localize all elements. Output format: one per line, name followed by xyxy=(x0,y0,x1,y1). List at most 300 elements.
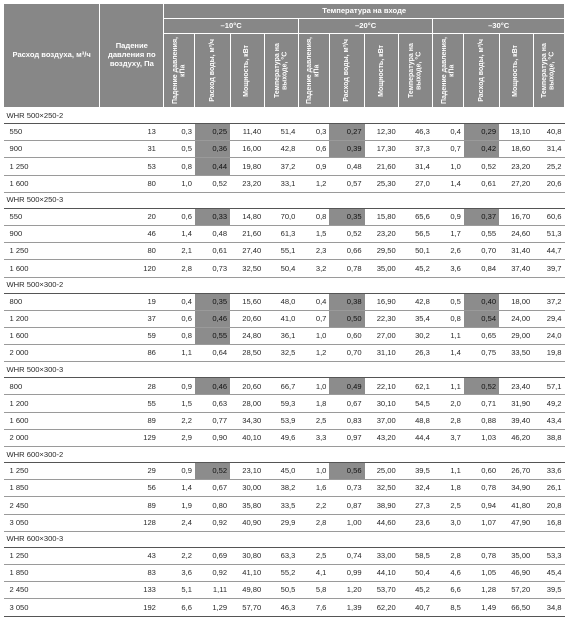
table-cell: 0,48 xyxy=(329,158,364,175)
table-cell: 36,1 xyxy=(264,327,298,344)
table-cell: 25,00 xyxy=(365,463,399,480)
table-cell: 39,7 xyxy=(533,260,564,277)
airflow-cell: 1 600 xyxy=(4,327,100,344)
column-header xyxy=(298,34,329,108)
table-cell: 59 xyxy=(100,327,164,344)
table-body xyxy=(4,108,565,617)
table-cell: 14,80 xyxy=(230,208,264,225)
table-cell: 1,8 xyxy=(298,395,329,412)
model-row xyxy=(4,447,565,463)
table-cell: 32,5 xyxy=(264,345,298,362)
table-cell: 1,20 xyxy=(329,582,364,599)
table-cell: 15,60 xyxy=(230,293,264,310)
table-cell: 0,78 xyxy=(464,480,499,497)
table-cell: 0,4 xyxy=(433,124,464,141)
table-cell: 2,5 xyxy=(298,547,329,564)
table-cell: 13,10 xyxy=(499,124,533,141)
table-cell: 0,9 xyxy=(298,158,329,175)
column-header xyxy=(195,34,230,108)
table-cell: 26,1 xyxy=(533,480,564,497)
table-cell: 45,4 xyxy=(533,564,564,581)
table-cell: 1,0 xyxy=(298,378,329,395)
table-cell: 2,8 xyxy=(298,514,329,531)
table-cell: 6,6 xyxy=(433,582,464,599)
table-cell: 28 xyxy=(100,378,164,395)
table-cell: 53,3 xyxy=(533,547,564,564)
table-cell: 23,20 xyxy=(499,158,533,175)
table-cell: 0,7 xyxy=(298,310,329,327)
table-cell: 0,56 xyxy=(329,463,364,480)
specs-table xyxy=(3,3,565,617)
table-cell: 0,84 xyxy=(464,260,499,277)
table-cell: 20,60 xyxy=(230,378,264,395)
table-row xyxy=(4,378,565,395)
table-cell: 30,2 xyxy=(399,327,433,344)
table-cell: 41,0 xyxy=(264,310,298,327)
table-cell: 89 xyxy=(100,412,164,429)
airflow-cell: 1 600 xyxy=(4,175,100,192)
table-cell: 0,40 xyxy=(464,293,499,310)
table-cell: 25,30 xyxy=(365,175,399,192)
table-cell: 3,6 xyxy=(164,564,195,581)
table-cell: 34,8 xyxy=(533,599,564,616)
table-cell: 3,0 xyxy=(433,514,464,531)
inlet-temperature-header: Температура на входе xyxy=(164,4,565,19)
table-cell: 38,2 xyxy=(264,480,298,497)
table-cell: 20,60 xyxy=(230,310,264,327)
table-cell: 0,35 xyxy=(329,208,364,225)
table-cell: 1,0 xyxy=(433,158,464,175)
table-row xyxy=(4,175,565,192)
table-cell: 1,1 xyxy=(164,345,195,362)
table-cell: 21,60 xyxy=(230,225,264,242)
table-cell: 50,5 xyxy=(264,582,298,599)
table-cell: 42,8 xyxy=(264,141,298,158)
table-cell: 16,90 xyxy=(365,293,399,310)
table-cell: 1,11 xyxy=(195,582,230,599)
table-cell: 56 xyxy=(100,480,164,497)
table-cell: 39,5 xyxy=(533,582,564,599)
model-name: WHR 500×300-3 xyxy=(4,362,565,378)
table-cell: 1,29 xyxy=(195,599,230,616)
table-cell: 2,1 xyxy=(164,243,195,260)
table-cell: 3,2 xyxy=(298,260,329,277)
column-header xyxy=(164,34,195,108)
table-cell: 27,3 xyxy=(399,497,433,514)
table-cell: 58,5 xyxy=(399,547,433,564)
table-cell: 31,4 xyxy=(533,141,564,158)
table-cell: 0,74 xyxy=(329,547,364,564)
table-cell: 1,0 xyxy=(298,463,329,480)
table-cell: 26,70 xyxy=(499,463,533,480)
table-cell: 11,40 xyxy=(230,124,264,141)
table-cell: 0,61 xyxy=(195,243,230,260)
table-row xyxy=(4,429,565,446)
table-cell: 0,87 xyxy=(329,497,364,514)
table-cell: 50,4 xyxy=(264,260,298,277)
table-cell: 0,46 xyxy=(195,310,230,327)
table-cell: 30,10 xyxy=(365,395,399,412)
table-cell: 29,50 xyxy=(365,243,399,260)
table-cell: 1,8 xyxy=(433,480,464,497)
table-cell: 40,10 xyxy=(230,429,264,446)
table-cell: 1,4 xyxy=(164,225,195,242)
column-header-label: Падение давления, кПа xyxy=(171,37,187,104)
table-cell: 0,83 xyxy=(329,412,364,429)
model-name: WHR 600×300-3 xyxy=(4,531,565,547)
table-cell: 0,66 xyxy=(329,243,364,260)
table-cell: 20,6 xyxy=(533,175,564,192)
table-cell: 33,6 xyxy=(533,463,564,480)
table-cell: 34,30 xyxy=(230,412,264,429)
table-cell: 0,3 xyxy=(164,124,195,141)
airflow-cell: 1 600 xyxy=(4,412,100,429)
table-cell: 55,1 xyxy=(264,243,298,260)
column-header-label: Расход воды, м³/ч xyxy=(477,39,485,102)
table-cell: 50,1 xyxy=(399,243,433,260)
table-cell: 57,20 xyxy=(499,582,533,599)
table-cell: 2,2 xyxy=(164,547,195,564)
table-cell: 2,5 xyxy=(298,412,329,429)
table-cell: 1,07 xyxy=(464,514,499,531)
table-row xyxy=(4,514,565,531)
table-cell: 1,1 xyxy=(433,327,464,344)
airflow-cell: 3 050 xyxy=(4,514,100,531)
table-cell: 50,4 xyxy=(399,564,433,581)
table-cell: 0,50 xyxy=(329,310,364,327)
table-cell: 39,40 xyxy=(499,412,533,429)
column-header xyxy=(399,34,433,108)
airflow-cell: 900 xyxy=(4,225,100,242)
table-cell: 48,0 xyxy=(264,293,298,310)
table-cell: 1,4 xyxy=(433,345,464,362)
table-cell: 16,00 xyxy=(230,141,264,158)
table-cell: 128 xyxy=(100,514,164,531)
table-cell: 55 xyxy=(100,395,164,412)
table-row xyxy=(4,480,565,497)
table-row xyxy=(4,293,565,310)
table-cell: 1,5 xyxy=(164,395,195,412)
table-cell: 0,35 xyxy=(195,293,230,310)
table-cell: 0,73 xyxy=(329,480,364,497)
table-cell: 53,9 xyxy=(264,412,298,429)
table-cell: 0,92 xyxy=(195,514,230,531)
table-row xyxy=(4,141,565,158)
model-row xyxy=(4,192,565,208)
table-cell: 26,3 xyxy=(399,345,433,362)
table-cell: 37,2 xyxy=(533,293,564,310)
table-cell: 0,36 xyxy=(195,141,230,158)
airflow-cell: 800 xyxy=(4,293,100,310)
table-cell: 0,38 xyxy=(329,293,364,310)
table-cell: 33,1 xyxy=(264,175,298,192)
column-header-label: Температура на выходе, °C xyxy=(408,43,423,98)
table-cell: 0,48 xyxy=(195,225,230,242)
table-cell: 0,63 xyxy=(195,395,230,412)
table-cell: 5,8 xyxy=(298,582,329,599)
table-cell: 23,40 xyxy=(499,378,533,395)
table-cell: 2,9 xyxy=(164,429,195,446)
table-cell: 40,90 xyxy=(230,514,264,531)
table-cell: 0,94 xyxy=(464,497,499,514)
model-row xyxy=(4,108,565,124)
table-cell: 0,80 xyxy=(195,497,230,514)
table-cell: 0,8 xyxy=(164,158,195,175)
table-cell: 0,60 xyxy=(329,327,364,344)
table-cell: 20 xyxy=(100,208,164,225)
table-row xyxy=(4,599,565,616)
pressure-drop-air-header: Падение давления по воздуху, Па xyxy=(100,4,164,108)
column-header xyxy=(499,34,533,108)
table-row xyxy=(4,395,565,412)
table-cell: 46,90 xyxy=(499,564,533,581)
table-cell: 7,6 xyxy=(298,599,329,616)
column-header xyxy=(464,34,499,108)
table-cell: 19,80 xyxy=(230,158,264,175)
table-cell: 0,5 xyxy=(433,293,464,310)
table-cell: 29,4 xyxy=(533,310,564,327)
table-cell: 33,00 xyxy=(365,547,399,564)
airflow-cell: 550 xyxy=(4,124,100,141)
table-cell: 0,67 xyxy=(195,480,230,497)
airflow-cell: 1 200 xyxy=(4,395,100,412)
table-cell: 29 xyxy=(100,463,164,480)
table-row xyxy=(4,497,565,514)
table-cell: 20,8 xyxy=(533,497,564,514)
table-cell: 5,1 xyxy=(164,582,195,599)
table-cell: 44,10 xyxy=(365,564,399,581)
airflow-header: Расход воздуха, м³/ч xyxy=(4,4,100,108)
table-cell: 31,40 xyxy=(499,243,533,260)
table-cell: 2,8 xyxy=(164,260,195,277)
table-row xyxy=(4,243,565,260)
airflow-cell: 1 850 xyxy=(4,564,100,581)
airflow-cell: 3 050 xyxy=(4,599,100,616)
table-cell: 24,00 xyxy=(499,310,533,327)
table-cell: 0,75 xyxy=(464,345,499,362)
table-cell: 129 xyxy=(100,429,164,446)
table-cell: 4,6 xyxy=(433,564,464,581)
table-row xyxy=(4,158,565,175)
table-row xyxy=(4,345,565,362)
model-row xyxy=(4,531,565,547)
table-cell: 46,3 xyxy=(399,124,433,141)
table-cell: 1,4 xyxy=(433,175,464,192)
table-cell: 0,55 xyxy=(195,327,230,344)
airflow-cell: 1 250 xyxy=(4,547,100,564)
table-cell: 48,8 xyxy=(399,412,433,429)
table-cell: 192 xyxy=(100,599,164,616)
table-cell: 40,7 xyxy=(399,599,433,616)
column-header xyxy=(433,34,464,108)
table-cell: 24,0 xyxy=(533,327,564,344)
table-cell: 120 xyxy=(100,260,164,277)
table-cell: 27,20 xyxy=(499,175,533,192)
airflow-cell: 2 450 xyxy=(4,582,100,599)
table-cell: 29,00 xyxy=(499,327,533,344)
table-cell: 89 xyxy=(100,497,164,514)
table-cell: 57,70 xyxy=(230,599,264,616)
table-cell: 0,8 xyxy=(433,310,464,327)
table-cell: 28,00 xyxy=(230,395,264,412)
column-header-label: Падение давления, кПа xyxy=(306,37,321,104)
table-cell: 62,20 xyxy=(365,599,399,616)
table-cell: 51,3 xyxy=(533,225,564,242)
table-cell: 1,0 xyxy=(164,175,195,192)
table-cell: 19,8 xyxy=(533,345,564,362)
column-header-label: Мощность, кВт xyxy=(512,44,520,97)
table-cell: 43,4 xyxy=(533,412,564,429)
table-cell: 70,0 xyxy=(264,208,298,225)
temp-group-header: –30°C xyxy=(433,19,565,34)
table-cell: 45,2 xyxy=(399,260,433,277)
table-cell: 1,0 xyxy=(298,327,329,344)
table-cell: 37 xyxy=(100,310,164,327)
table-cell: 56,5 xyxy=(399,225,433,242)
table-row xyxy=(4,124,565,141)
table-cell: 83 xyxy=(100,564,164,581)
table-cell: 35,4 xyxy=(399,310,433,327)
table-cell: 0,92 xyxy=(195,564,230,581)
table-cell: 2,2 xyxy=(298,497,329,514)
table-cell: 2,8 xyxy=(433,547,464,564)
column-header-label: Мощность, кВт xyxy=(377,44,385,97)
table-cell: 49,80 xyxy=(230,582,264,599)
column-header xyxy=(365,34,399,108)
table-cell: 13 xyxy=(100,124,164,141)
table-cell: 30,00 xyxy=(230,480,264,497)
table-cell: 6,6 xyxy=(164,599,195,616)
table-cell: 1,2 xyxy=(298,345,329,362)
table-cell: 33,50 xyxy=(499,345,533,362)
airflow-cell: 2 450 xyxy=(4,497,100,514)
table-cell: 2,8 xyxy=(433,412,464,429)
table-cell: 0,52 xyxy=(195,175,230,192)
table-cell: 22,10 xyxy=(365,378,399,395)
table-cell: 0,46 xyxy=(195,378,230,395)
table-row xyxy=(4,327,565,344)
table-cell: 21,60 xyxy=(365,158,399,175)
table-cell: 19 xyxy=(100,293,164,310)
table-cell: 34,90 xyxy=(499,480,533,497)
table-cell: 0,25 xyxy=(195,124,230,141)
table-cell: 31,90 xyxy=(499,395,533,412)
table-row xyxy=(4,564,565,581)
column-header xyxy=(533,34,564,108)
table-cell: 37,3 xyxy=(399,141,433,158)
table-cell: 0,55 xyxy=(464,225,499,242)
table-cell: 35,00 xyxy=(365,260,399,277)
table-cell: 32,4 xyxy=(399,480,433,497)
airflow-cell: 1 200 xyxy=(4,310,100,327)
table-cell: 59,3 xyxy=(264,395,298,412)
airflow-cell: 1 600 xyxy=(4,260,100,277)
table-cell: 31 xyxy=(100,141,164,158)
table-cell: 0,73 xyxy=(195,260,230,277)
table-cell: 60,6 xyxy=(533,208,564,225)
table-cell: 0,42 xyxy=(464,141,499,158)
table-cell: 0,70 xyxy=(329,345,364,362)
table-row xyxy=(4,412,565,429)
table-cell: 27,0 xyxy=(399,175,433,192)
table-cell: 30,80 xyxy=(230,547,264,564)
airflow-cell: 2 000 xyxy=(4,429,100,446)
table-cell: 62,1 xyxy=(399,378,433,395)
table-cell: 0,6 xyxy=(298,141,329,158)
table-cell: 0,71 xyxy=(464,395,499,412)
table-row xyxy=(4,260,565,277)
table-cell: 1,00 xyxy=(329,514,364,531)
model-name: WHR 600×300-2 xyxy=(4,447,565,463)
table-cell: 18,00 xyxy=(499,293,533,310)
column-header xyxy=(230,34,264,108)
table-cell: 32,50 xyxy=(365,480,399,497)
table-cell: 66,7 xyxy=(264,378,298,395)
table-cell: 0,3 xyxy=(298,124,329,141)
table-cell: 18,60 xyxy=(499,141,533,158)
table-cell: 31,4 xyxy=(399,158,433,175)
table-cell: 32,50 xyxy=(230,260,264,277)
table-cell: 49,6 xyxy=(264,429,298,446)
table-cell: 0,60 xyxy=(464,463,499,480)
table-cell: 37,2 xyxy=(264,158,298,175)
table-cell: 1,39 xyxy=(329,599,364,616)
airflow-cell: 1 250 xyxy=(4,243,100,260)
table-cell: 39,5 xyxy=(399,463,433,480)
table-cell: 65,6 xyxy=(399,208,433,225)
table-row xyxy=(4,463,565,480)
table-cell: 24,60 xyxy=(499,225,533,242)
table-cell: 1,28 xyxy=(464,582,499,599)
table-cell: 0,52 xyxy=(329,225,364,242)
column-header-label: Падение давления, кПа xyxy=(440,37,456,104)
table-cell: 0,88 xyxy=(464,412,499,429)
table-cell: 1,1 xyxy=(433,463,464,480)
table-cell: 0,44 xyxy=(195,158,230,175)
table-cell: 0,97 xyxy=(329,429,364,446)
table-cell: 133 xyxy=(100,582,164,599)
table-cell: 35,00 xyxy=(499,547,533,564)
table-cell: 3,3 xyxy=(298,429,329,446)
table-cell: 46,3 xyxy=(264,599,298,616)
table-cell: 0,78 xyxy=(464,547,499,564)
table-cell: 2,3 xyxy=(298,243,329,260)
table-cell: 8,5 xyxy=(433,599,464,616)
table-cell: 43 xyxy=(100,547,164,564)
table-cell: 23,6 xyxy=(399,514,433,531)
table-cell: 0,64 xyxy=(195,345,230,362)
table-cell: 80 xyxy=(100,175,164,192)
table-cell: 1,6 xyxy=(298,480,329,497)
table-cell: 0,37 xyxy=(464,208,499,225)
column-header-label: Температура на выходе, °C xyxy=(273,43,289,98)
table-cell: 0,5 xyxy=(164,141,195,158)
table-cell: 46,20 xyxy=(499,429,533,446)
table-cell: 0,33 xyxy=(195,208,230,225)
table-cell: 63,3 xyxy=(264,547,298,564)
table-cell: 1,03 xyxy=(464,429,499,446)
table-cell: 41,80 xyxy=(499,497,533,514)
table-cell: 0,69 xyxy=(195,547,230,564)
table-cell: 1,9 xyxy=(164,497,195,514)
table-cell: 12,30 xyxy=(365,124,399,141)
table-header xyxy=(4,4,565,108)
table-cell: 16,70 xyxy=(499,208,533,225)
table-cell: 46 xyxy=(100,225,164,242)
column-header-label: Расход воды, м³/ч xyxy=(343,39,351,102)
table-cell: 0,6 xyxy=(164,208,195,225)
table-cell: 1,2 xyxy=(298,175,329,192)
